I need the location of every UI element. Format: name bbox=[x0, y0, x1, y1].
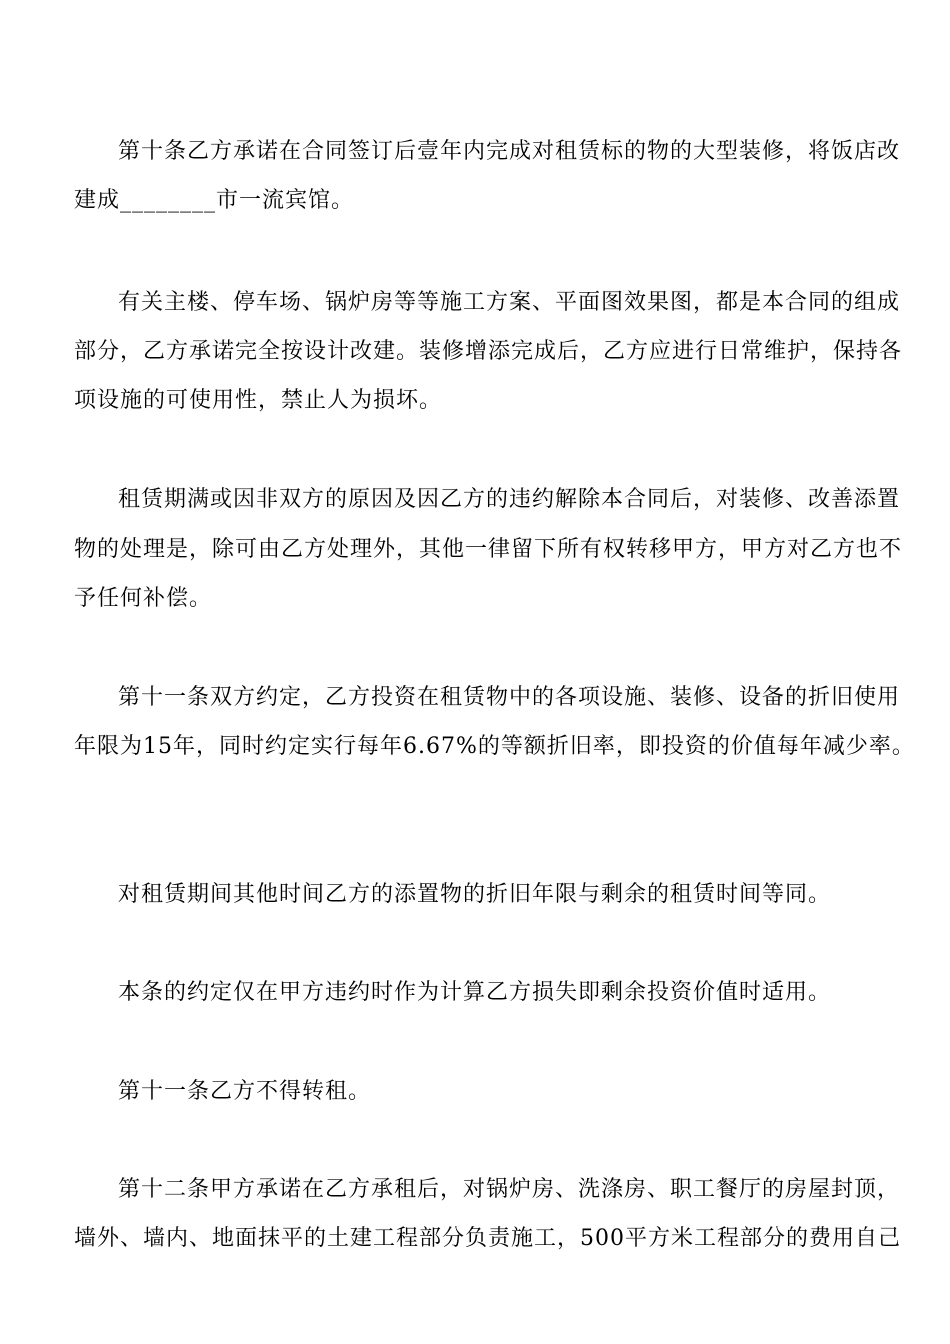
paragraph-line: 物的处理是，除可由乙方处理外，其他一律留下所有权转移甲方，甲方对乙方也不 bbox=[74, 537, 903, 562]
paragraph-line: 对租赁期间其他时间乙方的添置物的折旧年限与剩余的租赁时间等同。 bbox=[118, 882, 832, 907]
paragraph-line: 建成________市一流宾馆。 bbox=[74, 188, 355, 213]
paragraph-line: 年限为15年，同时约定实行每年6.67%的等额折旧率，即投资的价值每年减少率。 bbox=[74, 734, 915, 759]
paragraph-line: 本条的约定仅在甲方违约时作为计算乙方损失即剩余投资价值时适用。 bbox=[118, 980, 832, 1005]
paragraph-line: 予任何补偿。 bbox=[74, 586, 213, 611]
paragraph-line: 第十二条甲方承诺在乙方承租后，对锅炉房、洗涤房、职工餐厅的房屋封顶， bbox=[118, 1177, 901, 1202]
paragraph-line: 第十一条乙方不得转租。 bbox=[118, 1079, 372, 1104]
paragraph-line: 有关主楼、停车场、锅炉房等等施工方案、平面图效果图，都是本合同的组成 bbox=[118, 290, 901, 315]
paragraph-line: 项设施的可使用性，禁止人为损坏。 bbox=[74, 388, 443, 413]
paragraph-line: 第十一条双方约定，乙方投资在租赁物中的各项设施、装修、设备的折旧使用 bbox=[118, 685, 901, 710]
paragraph-line: 墙外、墙内、地面抹平的土建工程部分负责施工，500平方米工程部分的费用自己 bbox=[74, 1226, 901, 1251]
paragraph-line: 第十条乙方承诺在合同签订后壹年内完成对租赁标的物的大型装修，将饭店改 bbox=[118, 139, 901, 164]
paragraph-line: 租赁期满或因非双方的原因及因乙方的违约解除本合同后，对装修、改善添置 bbox=[118, 487, 901, 512]
paragraph-line: 部分，乙方承诺完全按设计改建。装修增添完成后，乙方应进行日常维护，保持各 bbox=[74, 339, 903, 364]
